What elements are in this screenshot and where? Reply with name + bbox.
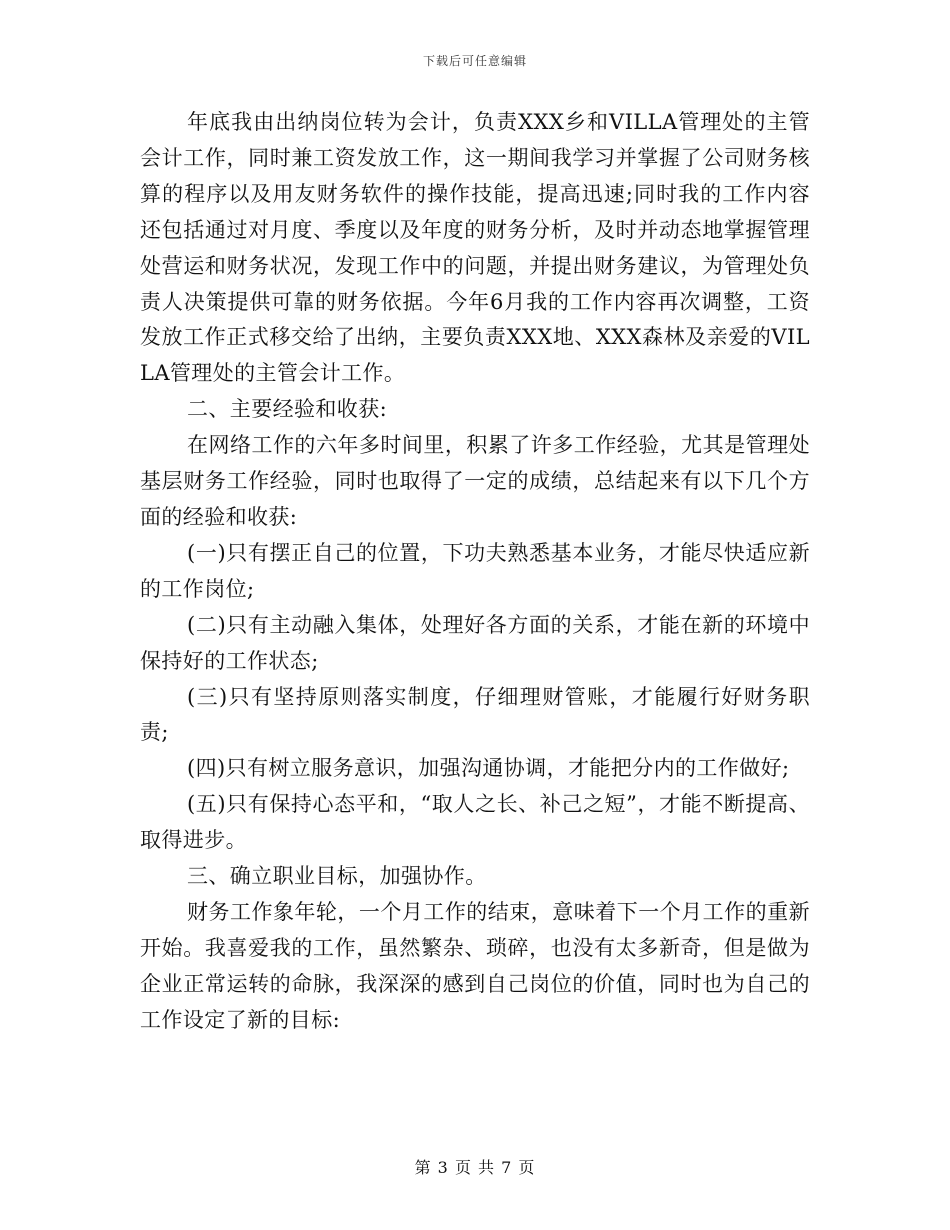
list-item-1: (一)只有摆正自己的位置，下功夫熟悉基本业务，才能尽快适应新的工作岗位; xyxy=(140,540,810,601)
list-item-2: (二)只有主动融入集体，处理好各方面的关系，才能在新的环境中保持好的工作状态; xyxy=(140,612,810,673)
document-body xyxy=(140,105,810,1039)
paragraph-accounting-role: 年底我由出纳岗位转为会计，负责XXX乡和VILLA管理处的主管会计工作，同时兼工资发放工作，这一期间我学习并掌握了公司财务核算的程序以及用友财务软件的操作技能，提高迅速;同时我的工作内容还包括通过对月度、季度以及年度的财务分析，及时并动态地掌握管理处营运和财务状况，发现工作中的问题，并提出财务建议，为管理处负责人决策提供可靠的财务依据。今年6月我的工作内容再次调整，工资发放工作正式移交给了出纳，主要负责XXX地、XXX森林及亲爱的VILLA管理处的主管会计工作。 xyxy=(140,110,810,386)
paragraph-goals: 财务工作象年轮，一个月工作的结束，意味着下一个月工作的重新开始。我喜爱我的工作，虽然繁杂、琐碎，也没有太多新奇，但是做为企业正常运转的命脉，我深深的感到自己岗位的价值，同时也为自己的工作设定了新的目标: xyxy=(140,899,810,1032)
page-number: 第 3 页 共 7 页 xyxy=(414,1158,536,1177)
page-header: 下载后可任意编辑 xyxy=(422,54,527,68)
list-item-3: (三)只有坚持原则落实制度，仔细理财管账，才能履行好财务职责; xyxy=(140,684,810,745)
paragraph-experience-intro: 在网络工作的六年多时间里，积累了许多工作经验，尤其是管理处基层财务工作经验，同时也取得了一定的成绩，总结起来有以下几个方面的经验和收获: xyxy=(140,433,810,529)
list-item-5: (五)只有保持心态平和，“取人之长、补己之短”，才能不断提高、取得进步。 xyxy=(140,792,810,853)
section-heading-experience: 二、主要经验和收获: xyxy=(187,397,388,422)
list-item-4: (四)只有树立服务意识，加强沟通协调，才能把分内的工作做好; xyxy=(187,756,790,781)
section-heading-goals: 三、确立职业目标，加强协作。 xyxy=(187,864,487,889)
